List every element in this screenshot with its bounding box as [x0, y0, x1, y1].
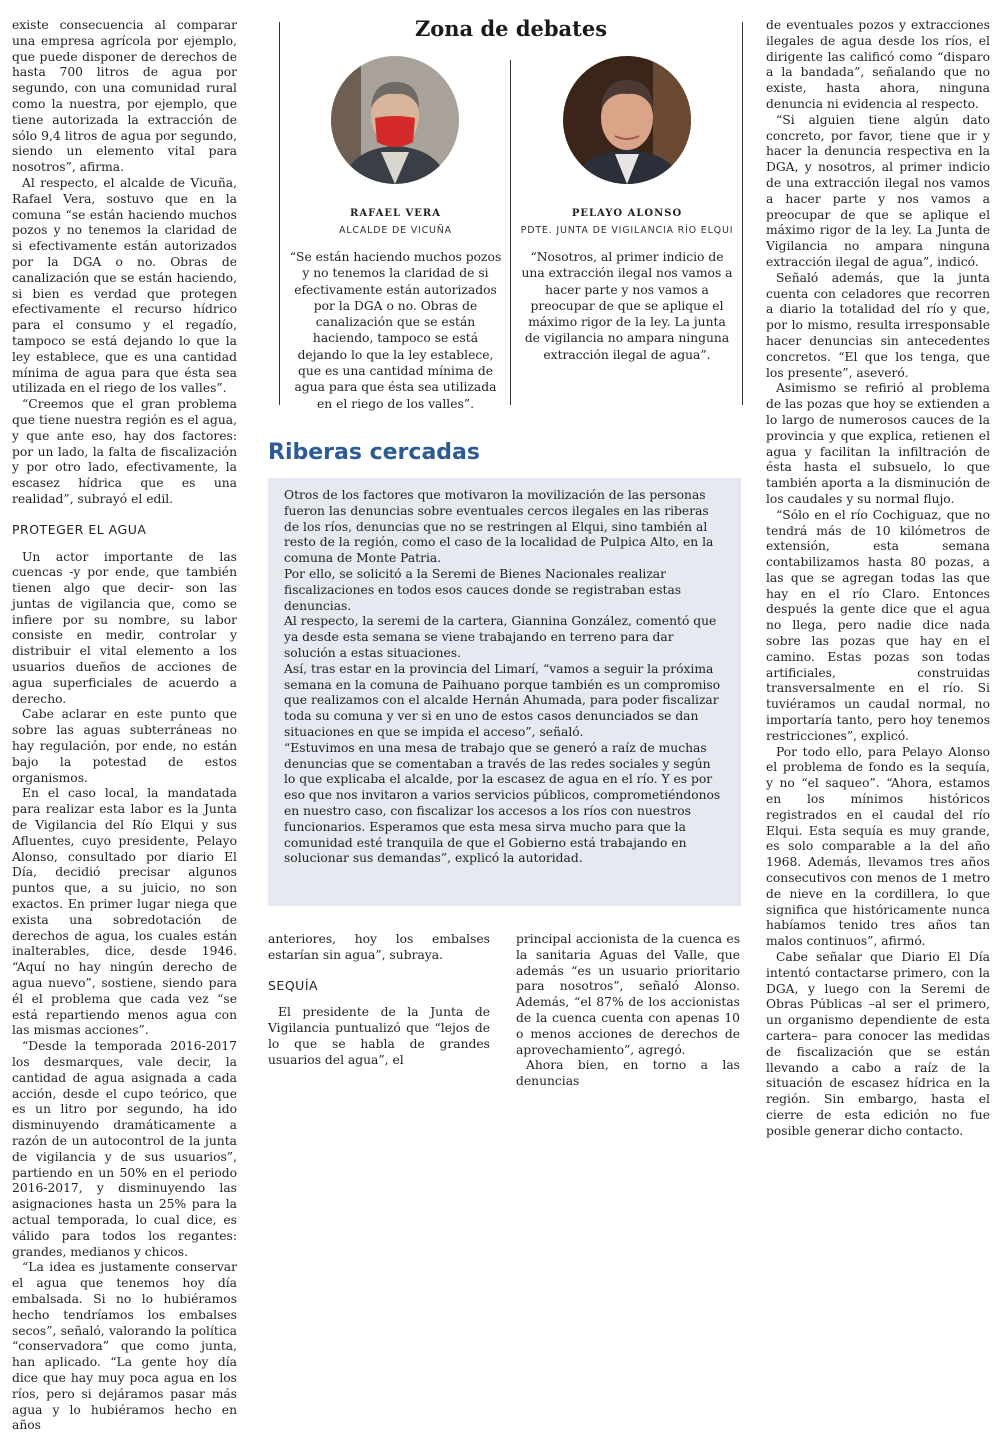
paragraph: Al respecto, el alcalde de Vicuña, Rafael Vera, sostuvo que en la comuna “se están haciendo muchos pozos y no tenemos la claridad de si efectivamente están autorizados por la DGA o no. Obras de canalización que se están haciendo, si bien es verdad que protegen efectivamente el recurso hídrico para el consumo y el regadío, tampoco se está dejando lo que la ley establece, que es una cantidad mínima de agua para que ésta sea utilizada en el riego de los valles”. — [12, 175, 237, 396]
paragraph: anteriores, hoy los embalses estarían sin agua”, subraya. — [268, 932, 490, 962]
box-title: Riberas cercadas — [268, 440, 480, 465]
article-column-2 — [268, 932, 490, 1069]
paragraph: “La idea es justamente conservar el agua que tenemos hoy día embalsada. Si no lo hubiéramos hecho tendríamos los embalses secos”, señaló, valorando la política “conservadora” que como junta, han aplicado. “La gente hoy día dice que hay muy poca agua en los ríos, pero si dejáramos pasar más agua y lo hubiéramos hecho en años — [12, 1260, 237, 1433]
divider — [742, 22, 743, 405]
debate-zone-title: Zona de debates — [414, 16, 608, 41]
paragraph: En el caso local, la mandatada para realizar esta labor es la Junta de Vigilancia del Río Elqui y sus Afluentes, cuyo presidente, Pelayo Alonso, consultado por diario El Día, decidió precisar algunos puntos que, a su juicio, no son exactos. En primer lugar niega que exista una sobredotación de derechos de agua, los cuales están inalterables, dice, desde 1946. “Aquí no hay ningún derecho de agua nuevo”, sostiene, siendo para él el problema que cada vez “se está repartiendo menos agua con las mismas acciones”. — [12, 786, 237, 1038]
paragraph: “Sólo en el río Cochiguaz, que no tendrá más de 10 kilómetros de extensión, esta semana contabilizamos hasta 80 pozas, a las que se agregan todas las que hay en el río Claro. Entonces después la gente dice que el agua no llega, pero nadie dice nada sobre las pozas que hay en el camino. Estas pozas son todas artificiales, construidas transversalmente en el río. Si tuviéramos un caudal normal, no importaría tanto, pero hoy tenemos restricciones”, explicó. — [766, 507, 990, 743]
article-column-3 — [516, 932, 740, 1090]
paragraph: Asimismo se refirió al problema de las pozas que hoy se extienden a lo largo de numerosos cauces de la provincia y que explica, retienen el agua y facilitan la infiltración de ésta hasta el subsuelo, lo que también aporta a la disminución de los caudales y su normal flujo. — [766, 381, 990, 506]
paragraph: Por todo ello, para Pelayo Alonso el problema de fondo es la sequía, y no “el saqueo”. “Ahora, estamos en los mínimos históricos registrados en el caudal del río Elqui. Esta sequía es muy grande, es solo comparable a la del año 1968. Además, llevamos tres años consecutivos con menos de 1 metro de nieve en la cordillera, lo que significa que históricamente nunca habíamos tenido tres años tan malos continuos”, afirmó. — [766, 744, 990, 949]
paragraph: Ahora bien, en torno a las denuncias — [516, 1058, 740, 1089]
article-column-4 — [766, 18, 990, 1140]
person-role: PDTE. JUNTA DE VIGILANCIA RÍO ELQUI — [520, 225, 734, 236]
article-column-1 — [12, 18, 237, 1434]
section-heading: SEQUÍA — [268, 977, 319, 993]
paragraph: El presidente de la Junta de Vigilancia puntualizó que “lejos de lo que se habla de grandes usuarios del agua”, el — [268, 1005, 490, 1067]
paragraph: Un actor importante de las cuencas -y por ende, que también tienen algo que decir- son las juntas de vigilancia que, como se infiere por su nombre, su labor consiste en medir, controlar y distribuir el vital elemento a los usuarios dueños de acciones de agua superficiales de acuerdo a derecho. — [12, 549, 237, 706]
person-name: RAFAEL VERA — [350, 208, 441, 219]
paragraph: Así, tras estar en la provincia del Limarí, “vamos a seguir la próxima semana en la comuna de Paihuano porque también es un compromiso que realizamos con el alcalde Hernán Ahumada, para poder fiscalizar toda su comuna y ver si en uno de estos casos denunciados se dan situaciones en que se impida el acceso”, señaló. — [284, 661, 721, 739]
paragraph: Al respecto, la seremi de la cartera, Giannina González, comentó que ya desde esta semana se viene trabajando en terreno para dar solución a estas situaciones. — [284, 614, 717, 660]
box-text — [284, 488, 725, 867]
paragraph: Señaló además, que la junta cuenta con celadores que recorren a diario la totalidad del río y que, por lo mismo, resulta irresponsable hacer denuncias sin antecedentes concretos. “El que los tenga, que los presente”, aseveró. — [766, 270, 990, 380]
divider — [510, 60, 511, 405]
divider — [279, 22, 280, 405]
paragraph: “Estuvimos en una mesa de trabajo que se generó a raíz de muchas denuncias que se comentaban a través de las redes sociales y según lo que explicaba el alcalde, por la escasez de agua en el río. Y es por eso que nos invitaron a varios servicios públicos, comprometiéndonos en nuestro caso, con fiscalizar los accesos a los ríos con nuestros funcionarios. Esperamos que esta mesa sirva mucho para que la comunidad esté tranquila de que el Gobierno está trabajando en solucionar sus demandas”, explicó la autoridad. — [284, 740, 721, 866]
paragraph: Por ello, se solicitó a la Seremi de Bienes Nacionales realizar fiscalizaciones en todos esos cauces donde se registraban estas denuncias. — [284, 566, 682, 613]
rafael-vera-photo — [331, 56, 459, 184]
paragraph: Otros de los factores que motivaron la movilización de las personas fueron las denuncias sobre eventuales cercos ilegales en las riberas de los ríos, denuncias que no se restringen al Elqui, sino también al resto de la región, como el caso de la localidad de Pulpica Alto, en la comuna de Monte Patria. — [284, 488, 714, 566]
pelayo-alonso-photo — [563, 56, 691, 184]
paragraph: “Si alguien tiene algún dato concreto, por favor, tiene que ir y hacer la denuncia respectiva en la DGA, y nosotros, al primer indicio de una extracción ilegal nos vamos a hacer parte y nos vamos a preocupar de que se aplique el máximo rigor de la ley. La Junta de Vigilancia no ampara ninguna extracción ilegal de agua”, indicó. — [766, 112, 990, 269]
paragraph: “Creemos que el gran problema que tiene nuestra región es el agua, y que ante eso, hay dos factores: por un lado, la falta de fiscalización y por otro lado, efectivamente, la escasez hídrica que es una realidad”, subrayó el edil. — [12, 397, 237, 506]
paragraph: “Desde la temporada 2016-2017 los desmarques, vale decir, la cantidad de agua asignada a cada acción, desde el cupo teórico, que es un litro por segundo, ha ido disminuyendo dramáticamente a razón de un autocontrol de la junta de vigilancia y de sus usuarios”, partiendo en un 50% en el periodo 2016-2017, y disminuyendo las asignaciones hasta un 25% para la actual temporada, lo cual dice, es válido para todos los regantes: grandes, medianos y chicos. — [12, 1039, 237, 1259]
person-role: ALCALDE DE VICUÑA — [339, 225, 452, 236]
person-name: PELAYO ALONSO — [571, 208, 683, 219]
paragraph: existe consecuencia al comparar una empresa agrícola por ejemplo, que puede disponer de derechos de hasta 700 litros de agua por segundo, con una comunidad rural como la nuestra, por ejemplo, que tiene autorizada la extracción de sólo 9,4 litros de agua por segundo, siendo un elemento vital para nosotros”, afirma. — [12, 18, 237, 175]
paragraph: principal accionista de la cuenca es la sanitaria Aguas del Valle, que además “es un usuario prioritario para nosotros”, señaló Alonso. Además, “el 87% de los accionistas de la cuenca cuenta con apenas 10 o menos acciones de derechos de aprovechamiento”, agregó. — [516, 932, 740, 1057]
debate-quote: “Se están haciendo muchos pozos y no tenemos la claridad de si efectivamente están autorizados por la DGA o no. Obras de canalización que se están haciendo, tampoco se está dejando lo que la ley establece, que es una cantidad mínima de agua para que ésta sea utilizada en el riego de los valles”. — [289, 250, 502, 411]
paragraph: Cabe señalar que Diario El Día intentó contactarse primero, con la DGA, y luego con la Seremi de Obras Públicas –al ser el primero, un organismo dependiente de esta cartera– para conocer las medidas de fiscalización que se están llevando a cabo a raíz de la situación de escasez hídrica en la región. Sin embargo, hasta el cierre de esta edición no fue posible generar dicho contacto. — [766, 950, 990, 1138]
paragraph: de eventuales pozos y extracciones ilegales de agua desde los ríos, el dirigente las calificó como “disparo a la bandada”, señalando que no existe, hasta ahora, ninguna denuncia ni evidencia al respecto. — [766, 18, 990, 111]
debate-quote: “Nosotros, al primer indicio de una extracción ilegal nos vamos a hacer parte y nos vamos a preocupar de que se aplique el máximo rigor de la ley. La junta de vigilancia no ampara ninguna extracción ilegal de agua”. — [521, 250, 733, 362]
section-heading: PROTEGER EL AGUA — [12, 521, 147, 537]
paragraph: Cabe aclarar en este punto que sobre las aguas subterráneas no hay regulación, por ende, no están bajo la potestad de estos organismos. — [12, 707, 237, 785]
